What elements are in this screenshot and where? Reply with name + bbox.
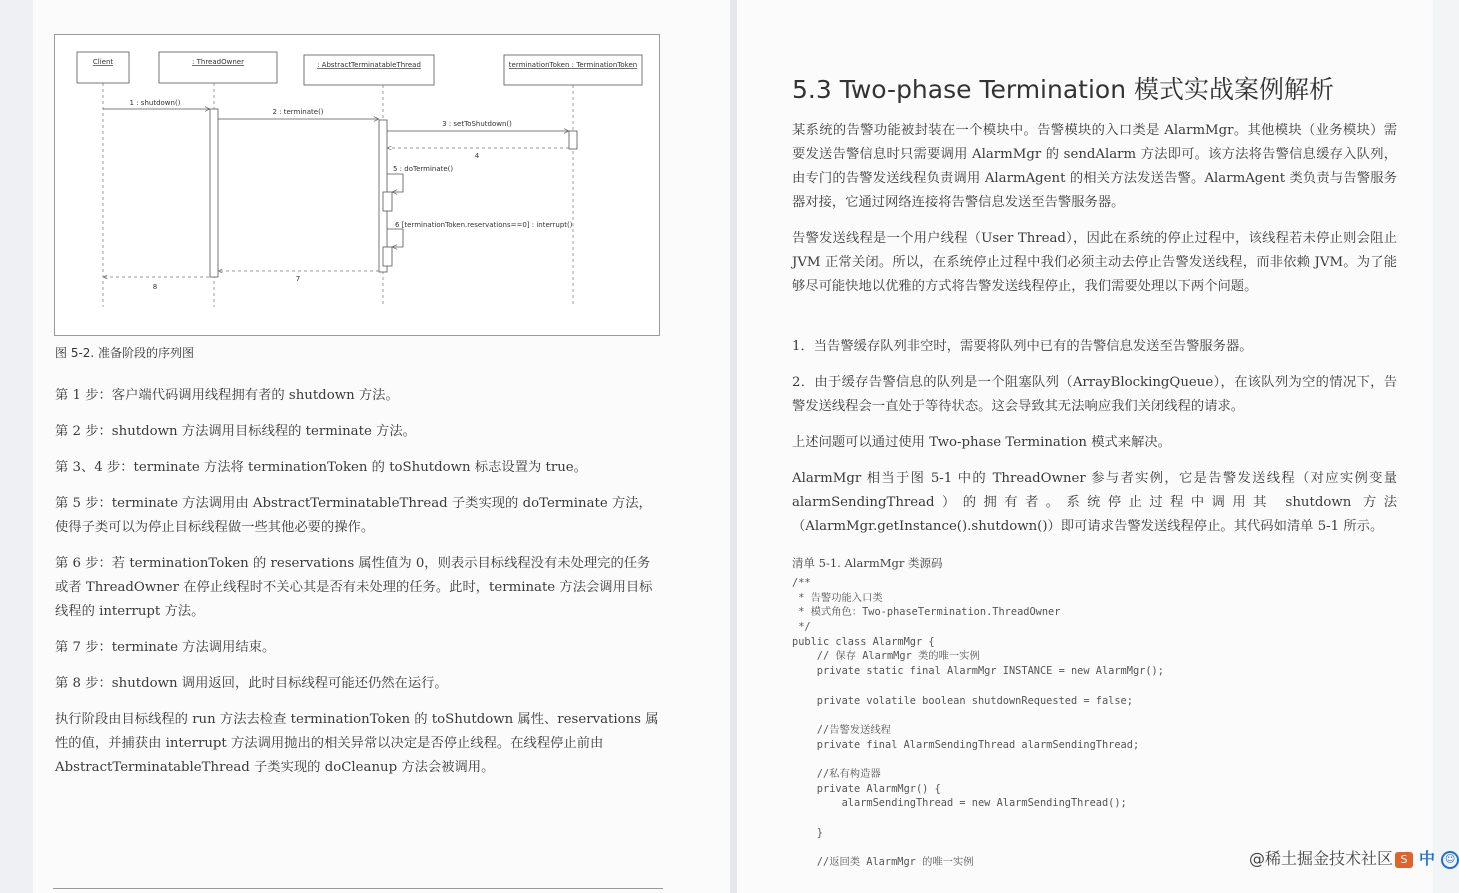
solution-paragraph: 上述问题可以通过使用 Two-phase Termination 模式来解决。 [792,435,1171,450]
message-label-7: 7 [295,275,301,283]
step-5-paragraph: 第 5 步：terminate 方法调用由 AbstractTerminatableThread 子类实现的 doTerminate 方法，使得子类可以为停止目标线程做一些其他必要的操作。 [55,496,652,535]
participant-box-abstract-thread [304,55,434,85]
problem-2-paragraph: 2．由于缓存告警信息的队列是一个阻塞队列（ArrayBlockingQueue），在该队列为空的情况下，告警发送线程会一直处于等待状态。这会导致其无法响应我们关闭线程的请求。 [792,375,1397,414]
alarmmgr-paragraph: AlarmMgr 相当于图 5-1 中的 ThreadOwner 参与者实例，它是告警发送线程（对应实例变量 alarmSendingThread）的拥有者。系统停止过程中调用其 shutdown 方法（AlarmMgr.getInstance().shutdown()）即可请求告警发送线程停止。其代码如清单 5-1 所示。 [792,471,1397,534]
code-line: alarmSendingThread = new AlarmSendingThread(); [792,797,1127,810]
chinese-input-badge[interactable]: 中 [1419,849,1436,868]
watermark-text: @稀土掘金技术社区 [1249,849,1394,868]
code-line [792,679,1164,694]
message-label-5: 5 : doTerminate() [393,165,454,173]
sequence-diagram [54,34,660,336]
activation-doterminate [383,192,392,211]
code-line: //返回类 AlarmMgr 的唯一实例 [792,856,974,869]
code-line [792,708,1164,723]
smile-icon[interactable]: ☺ [1441,851,1459,869]
participant-box-termination-token [504,55,642,85]
code-line: private static final AlarmMgr INSTANCE = new AlarmMgr(); [792,665,1164,678]
step-1-paragraph: 第 1 步：客户端代码调用线程拥有者的 shutdown 方法。 [55,388,399,403]
intro-paragraph: 某系统的告警功能被封装在一个模块中。告警模块的入口类是 AlarmMgr。其他模块（业务模块）需要发送告警信息时只需要调用 AlarmMgr 的 sendAlarm 方法即可。该方法将告警信息缓存入队列，由专门的告警发送线程负责调用 AlarmAgent 的相关方法发送告警。AlarmAgent 类负责与告警服务器对接，它通过网络连接将告警信息发送至告警服务器。 [792,123,1397,210]
code-line: */ [792,621,811,634]
code-line: * 模式角色：Two-phaseTermination.ThreadOwner [792,606,1061,619]
left-page [33,0,730,893]
page-gutter [730,0,737,893]
code-line [792,752,1164,767]
participant-label-threadowner: : ThreadOwner [192,58,244,66]
code-line [792,840,1164,855]
step-7-paragraph: 第 7 步：terminate 方法调用结束。 [55,640,276,655]
section-title: 5.3 Two-phase Termination 模式实战案例解析 [792,75,1334,104]
step-3-4-paragraph: 第 3、4 步：terminate 方法将 terminationToken 的 toShutdown 标志设置为 true。 [55,460,587,475]
code-line: //私有构造器 [792,767,881,780]
code-line: private AlarmMgr() { [792,782,941,795]
message-label-8: 8 [152,283,158,291]
footer-rule [53,888,663,889]
participant-box-client [77,52,129,83]
message-label-2: 2 : terminate() [272,108,324,116]
message-label-1: 1 : shutdown() [129,99,181,107]
code-line: /** [792,577,811,589]
code-line: } [792,826,823,839]
message-label-3: 3 : setToShutdown() [442,120,512,128]
watermark [1249,846,1459,869]
activation-termination-token [569,131,577,149]
code-listing [792,576,1164,870]
message-arrow-6 [387,229,403,247]
message-label-6: 6 [terminationToken.reservations==0] : interrupt() [395,221,573,229]
juejin-logo-icon: S [1395,852,1413,868]
problem-1-paragraph: 1．当告警缓存队列非空时，需要将队列中已有的告警信息发送至告警服务器。 [792,339,1253,354]
step-2-paragraph: 第 2 步：shutdown 方法调用目标线程的 terminate 方法。 [55,424,416,439]
listing-caption: 清单 5-1. AlarmMgr 类源码 [792,556,943,570]
execution-phase-paragraph: 执行阶段由目标线程的 run 方法去检查 terminationToken 的 toShutdown 属性、reservations 属性的值，并捕获由 interrupt 方法调用抛出的相关异常以决定是否停止线程。在线程停止前由 AbstractTerminatableThread 子类实现的 doCleanup 方法会被调用。 [55,712,659,775]
sequence-diagram-svg [55,35,659,335]
step-8-paragraph: 第 8 步：shutdown 调用返回，此时目标线程可能还仍然在运行。 [55,676,448,691]
window-edge [0,0,33,893]
code-line [792,811,1164,826]
participant-label-abstract-thread: : AbstractTerminatableThread [317,61,421,69]
code-line: // 保存 AlarmMgr 类的唯一实例 [792,650,980,663]
code-line: private volatile boolean shutdownRequested = false; [792,694,1133,707]
participant-label-termination-token: terminationToken : TerminationToken [508,61,638,69]
step-6-paragraph: 第 6 步：若 terminationToken 的 reservations 属性值为 0，则表示目标线程没有未处理完的任务或者 ThreadOwner 在停止线程时不关心其是否有未处理的任务。此时，terminate 方法会调用目标线程的 interrupt 方法。 [55,556,653,619]
activation-threadowner [210,109,218,277]
right-page [737,0,1456,893]
message-label-4: 4 [474,152,480,160]
code-line: * 告警功能入口类 [792,591,883,604]
message-arrow-5 [387,174,403,192]
user-thread-paragraph: 告警发送线程是一个用户线程（User Thread），因此在系统的停止过程中，该线程若未停止则会阻止 JVM 正常关闭。所以，在系统停止过程中我们必须主动去停止告警发送线程，而非依赖 JVM。为了能够尽可能快地以优雅的方式将告警发送线程停止，我们需要处理以下两个问题。 [792,231,1397,294]
code-line: public class AlarmMgr { [792,635,935,648]
figure-caption: 图 5-2. 准备阶段的序列图 [55,346,195,360]
participant-box-threadowner [159,52,277,83]
code-line: //告警发送线程 [792,723,891,736]
activation-interrupt [383,247,392,266]
code-line: private final AlarmSendingThread alarmSendingThread; [792,738,1140,751]
participant-label-client: Client [92,58,114,66]
